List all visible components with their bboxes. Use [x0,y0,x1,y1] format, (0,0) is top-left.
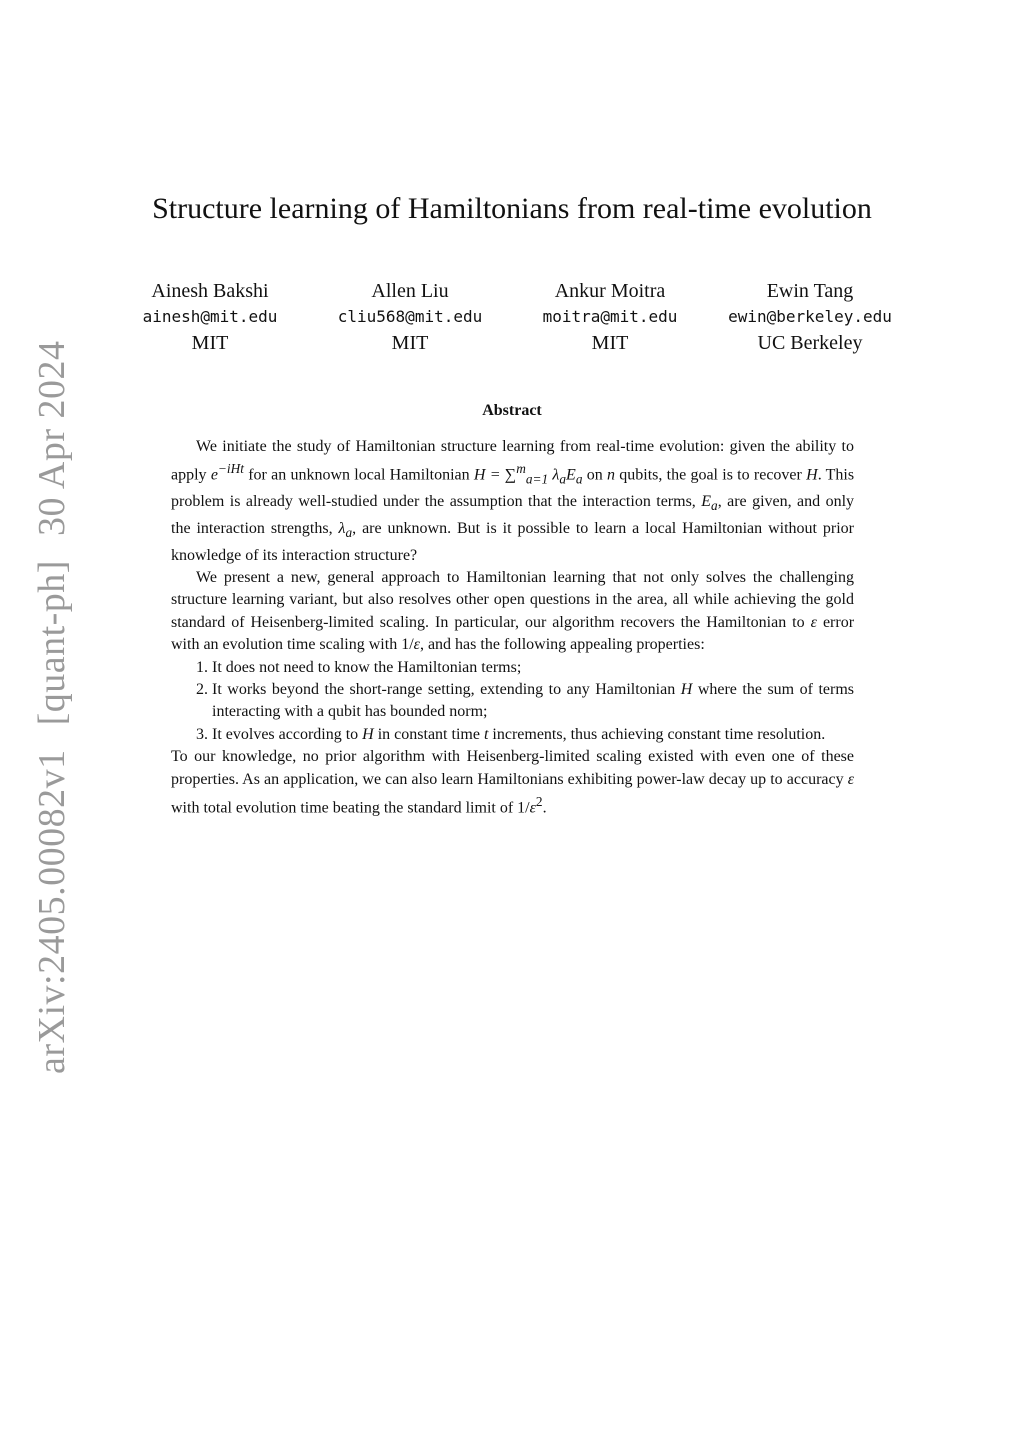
author-name: Allen Liu [371,280,449,302]
author-affiliation: MIT [391,332,429,354]
arxiv-category: [quant-ph] [31,560,73,726]
abstract-paragraph-2: We present a new, general approach to Hamiltonian learning that not only solves the challenging structure learning variant, but also resolves other open questions in the area, all while achieving the gold standard of Heisenberg-limited scaling. In particular, our algorithm recovers the Hamiltonian to ε error with an evolution time scaling with 1/ε, and has the following appealing properties: [171,568,855,654]
list-item: 2. It works beyond the short-range setting, extending to any Hamiltonian H where the sum of terms interacting with a qubit has bounded norm; [212,679,854,724]
author-email: ewin@berkeley.edu [728,307,892,326]
arxiv-date: 30 Apr 2024 [31,340,73,537]
author-name: Ainesh Bakshi [151,280,269,302]
author-affiliation: MIT [591,332,629,354]
paper-title: Structure learning of Hamiltonians from real-time evolution [152,192,872,225]
author-4 [710,278,910,356]
abstract-heading: Abstract [482,402,542,419]
author-affiliation: MIT [191,332,229,354]
author-email: cliu568@mit.edu [337,307,483,326]
author-block [110,278,910,356]
properties-list [171,657,854,747]
list-item: 1. It does not need to know the Hamiltonian terms; [212,657,854,679]
arxiv-side-stamp [30,340,74,1074]
author-3 [510,278,710,356]
abstract-paragraph-3: To our knowledge, no prior algorithm with Heisenberg-limited scaling existed with even one of these properties. As an application, we can also learn Hamiltonians exhibiting power-law decay up to accuracy ε with total evolution time beating the standard limit of $1/\varepsilon^2$. [171,748,855,817]
arxiv-id: arXiv:2405.00082v1 [31,749,73,1074]
author-email: ainesh@mit.edu [142,307,278,326]
author-affiliation: UC Berkeley [757,332,863,354]
author-email: moitra@mit.edu [542,307,678,326]
abstract-body [171,436,854,820]
author-name: Ankur Moitra [554,280,666,302]
author-2 [310,278,510,356]
author-1 [110,278,310,356]
abstract-paragraph-1: We initiate the study of Hamiltonian structure learning from real-time evolution: given the ability to apply $e^{-iHt}$ for an unknown local Hamiltonian H = ∑$^m_{a=1}$ $\lambda_aE_a$ on n qubits, the goal is to recover H. This problem is already well-studied under the assumption that the interaction terms, $E_a$, are given, and only the interaction strengths, $\lambda_a$, are unknown. But is it possible to learn a local Hamiltonian without prior knowledge of its interaction structure? [171,438,855,564]
author-name: Ewin Tang [766,280,854,302]
list-item: 3. It evolves according to H in constant time t increments, thus achieving constant time resolution. [212,724,854,746]
